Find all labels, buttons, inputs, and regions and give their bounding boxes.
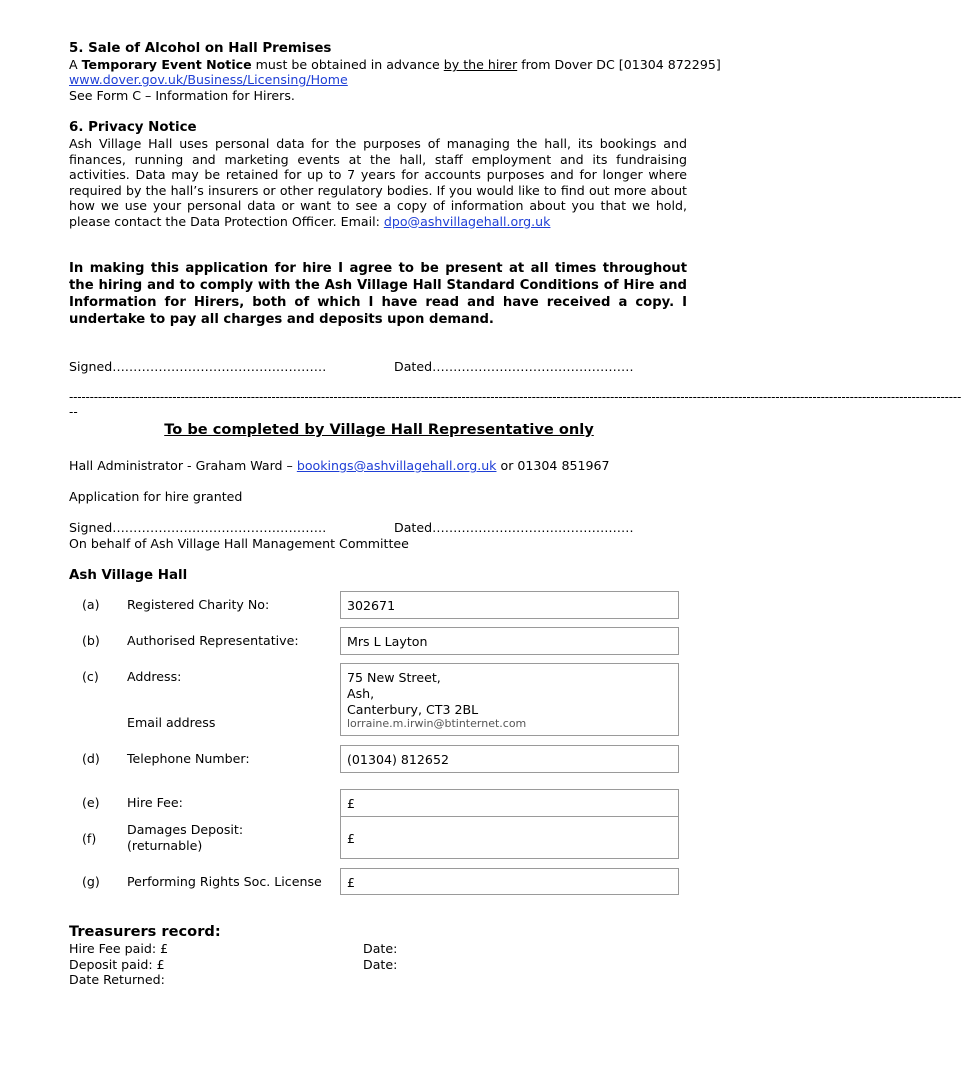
registered-charity-value: 302671	[347, 598, 396, 613]
dashed-separator: ------------------------------------------------------------------------------------------------------------------------------------------------------------------------------------------------------------------------	[69, 390, 961, 404]
representative-section-title: To be completed by Village Hall Representative only	[164, 421, 594, 438]
row-f-tag: (f)	[82, 831, 97, 846]
agreement-paragraph: In making this application for hire I agree to be present at all times throughout the hiring and to comply with the Ash Village Hall Standard Conditions of Hire and Information for Hirers, both of which I have read and have received a copy. I undertake to pay all charges and deposits upon demand.	[69, 261, 687, 327]
bookings-email-link[interactable]: bookings@ashvillagehall.org.uk	[296, 458, 497, 473]
deposit-paid-date: Date:	[363, 957, 398, 972]
address-box	[340, 663, 679, 736]
performing-rights-box	[340, 868, 679, 895]
damages-deposit-box	[340, 816, 679, 859]
address-line-3: Canterbury, CT3 2BL	[347, 702, 479, 717]
telephone-box	[340, 745, 679, 773]
section-5-line-3: See Form C – Information for Hirers.	[69, 88, 295, 103]
row-g-tag: (g)	[82, 874, 100, 889]
address-line-2: Ash,	[347, 686, 375, 701]
damages-deposit-value: £	[347, 831, 356, 846]
by-the-hirer: by the hirer	[443, 57, 518, 72]
hall-administrator-line	[69, 458, 610, 474]
text: from Dover DC [01304 872295]	[517, 57, 721, 72]
section-5-line-1	[69, 57, 721, 73]
telephone-label: Telephone Number:	[127, 751, 250, 766]
on-behalf-line: On behalf of Ash Village Hall Management Committee	[69, 536, 409, 551]
row-e-tag: (e)	[82, 795, 100, 810]
hire-fee-paid-date: Date:	[363, 941, 398, 956]
registered-charity-label: Registered Charity No:	[127, 597, 270, 612]
row-c-tag: (c)	[82, 669, 99, 684]
dpo-email-link[interactable]: dpo@ashvillagehall.org.uk	[383, 213, 551, 229]
performing-rights-value: £	[347, 875, 356, 890]
deposit-paid: Deposit paid: £	[69, 957, 165, 972]
row-b-tag: (b)	[82, 633, 100, 648]
dated-line-hirer: Dated…………………………………………	[394, 359, 634, 374]
admin-prefix: Hall Administrator - Graham Ward –	[69, 458, 297, 473]
email-address-label: Email address	[127, 715, 216, 730]
damages-deposit-label: Damages Deposit:	[127, 822, 244, 837]
address-label: Address:	[127, 669, 182, 684]
authorised-representative-box	[340, 627, 679, 655]
privacy-text: Ash Village Hall uses personal data for the purposes of managing the hall, its bookings and finances, running and marketing events at the hall, staff employment and its fundraising activities. Data may be retained for up to 7 years for accounts purposes and for longer where required by the hall’s insurers or other regulatory bodies. If you would like to find out more about how we use your personal data or want to see a copy of information about you that we hold, please contact the Data Protection Officer. Email:	[69, 136, 687, 229]
dover-licensing-link[interactable]: www.dover.gov.uk/Business/Licensing/Home	[69, 72, 348, 87]
section-6-heading: 6. Privacy Notice	[69, 120, 197, 135]
dashed-separator-tail: --	[69, 405, 78, 419]
damages-deposit-returnable: (returnable)	[127, 838, 203, 853]
admin-phone: or 01304 851967	[496, 458, 610, 473]
address-line-1: 75 New Street,	[347, 670, 441, 685]
privacy-notice-body	[69, 136, 687, 229]
email-address-value: lorraine.m.irwin@btinternet.com	[347, 717, 527, 730]
authorised-representative-label: Authorised Representative:	[127, 633, 299, 648]
section-5-heading: 5. Sale of Alcohol on Hall Premises	[69, 41, 332, 56]
dated-line-representative: Dated…………………………………………	[394, 520, 634, 535]
text: must be obtained in advance	[251, 57, 444, 72]
telephone-value: (01304) 812652	[347, 752, 449, 767]
hire-fee-value: £	[347, 796, 356, 811]
treasurers-record-heading: Treasurers record:	[69, 923, 221, 940]
performing-rights-label: Performing Rights Soc. License	[127, 874, 322, 889]
authorised-representative-value: Mrs L Layton	[347, 634, 428, 649]
temporary-event-notice: Temporary Event Notice	[81, 57, 252, 72]
date-returned: Date Returned:	[69, 972, 165, 987]
hire-fee-paid: Hire Fee paid: £	[69, 941, 169, 956]
hire-fee-label: Hire Fee:	[127, 795, 183, 810]
signed-line-representative: Signed……………………………………………	[69, 520, 327, 535]
row-a-tag: (a)	[82, 597, 100, 612]
ash-village-hall-heading: Ash Village Hall	[69, 568, 188, 583]
signed-line-hirer: Signed……………………………………………	[69, 359, 327, 374]
text: A	[69, 57, 82, 72]
registered-charity-box	[340, 591, 679, 619]
row-d-tag: (d)	[82, 751, 100, 766]
hire-fee-box	[340, 789, 679, 817]
application-granted: Application for hire granted	[69, 489, 243, 504]
